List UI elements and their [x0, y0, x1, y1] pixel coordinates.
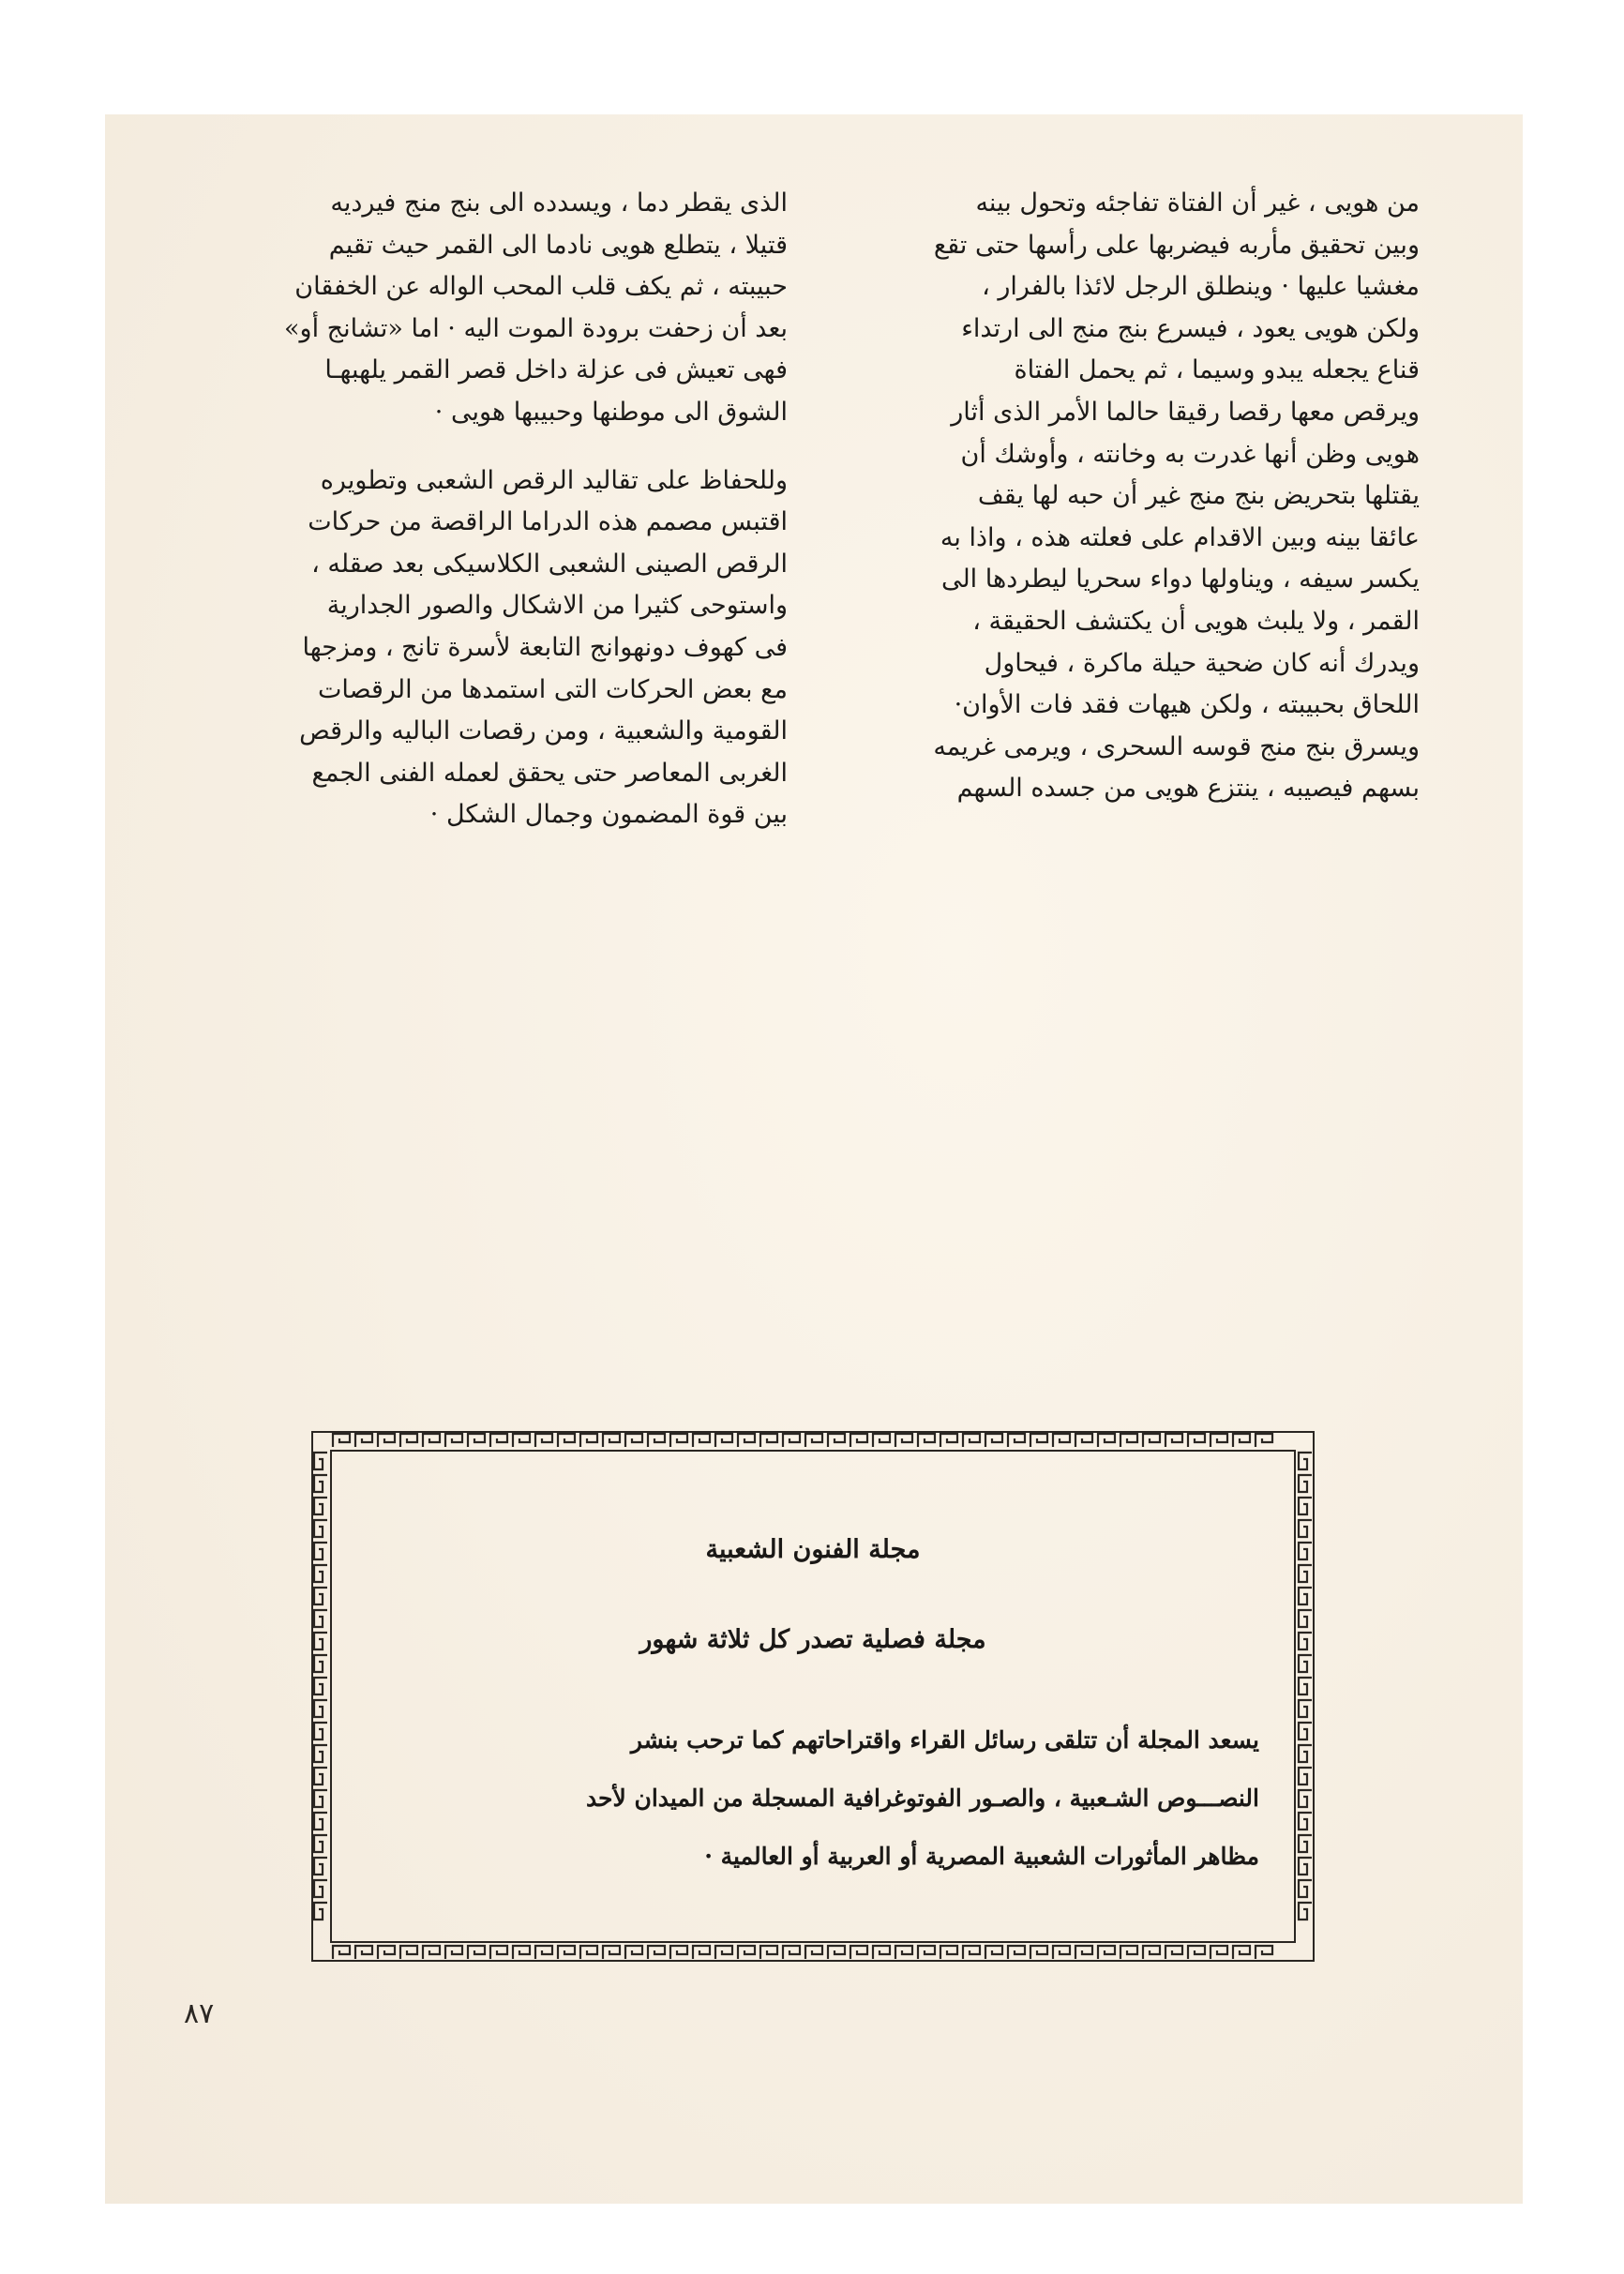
notice-box-content: [367, 1430, 1259, 1963]
text-line: بين قوة المضمون وجمال الشكل ·: [429, 800, 788, 830]
text-line: حبيبته ، ثم يكف قلب المحب الواله عن الخفقان: [294, 272, 788, 302]
text-line: ولكن هويى يعود ، فيسرع بنج منج الى ارتداء: [961, 313, 1420, 343]
article-left-column: [188, 183, 788, 836]
text-line: واستوحى كثيرا من الاشكال والصور الجدارية: [326, 591, 788, 621]
magazine-page: [105, 114, 1523, 2204]
text-line: اقتبس مصمم هذه الدراما الراقصة من حركات: [308, 507, 788, 537]
notice-body-line: النصـــوص الشـعبية ، والصـور الفوتوغرافية المسجلة من الميدان لأحد: [585, 1785, 1259, 1812]
notice-subtitle: مجلة فصلية تصدر كل ثلاثة شهور: [639, 1625, 986, 1654]
text-line: ويرقص معها رقصا رقيقا حالما الأمر الذى أثار: [951, 397, 1420, 427]
text-line: اللحاق بحبيبته ، ولكن هيهات فقد فات الأوان·: [954, 690, 1420, 720]
text-line: هويى وظن أنها غدرت به وخانته ، وأوشك أن: [960, 439, 1420, 469]
text-line: من هويى ، غير أن الفتاة تفاجئه وتحول بينه: [975, 188, 1420, 218]
text-line: بعد أن زحفت برودة الموت اليه · اما «تشانج أو»: [284, 313, 788, 343]
notice-box: [310, 1430, 1316, 1963]
text-line: ويدرك أنه كان ضحية حيلة ماكرة ، فيحاول: [984, 648, 1420, 678]
text-line: بسهم فيصيبه ، ينتزع هويى من جسده السهم: [956, 774, 1420, 804]
text-line: مع بعض الحركات التى استمدها من الرقصات: [317, 674, 788, 704]
text-line: الشوق الى موطنها وحبيبها هويى ·: [434, 397, 788, 427]
text-line: القومية والشعبية ، ومن رقصات الباليه والرقص: [299, 716, 788, 746]
notice-body: [367, 1711, 1259, 1886]
article-paragraph: [933, 183, 1420, 810]
text-line: فهى تعيش فى عزلة داخل قصر القمر يلهبهـا: [324, 355, 788, 385]
article-paragraph: [188, 183, 788, 434]
text-line: ويسرق بنج منج قوسه السحرى ، ويرمى غريمه: [933, 731, 1420, 761]
text-line: الغربى المعاصر حتى يحقق لعمله الفنى الجمع: [311, 758, 788, 788]
text-line: يكسر سيفه ، ويناولها دواء سحريا ليطردها الى: [940, 565, 1420, 595]
text-line: مغشيا عليها · وينطلق الرجل لائذا بالفرار ،: [982, 272, 1420, 302]
article-paragraph: [188, 460, 788, 836]
text-line: وبين تحقيق مأربه فيضربها على رأسها حتى تقع: [933, 230, 1420, 260]
text-line: عائقا بينه وبين الاقدام على فعلته هذه ، واذا به: [940, 522, 1420, 552]
notice-body-line: يسعد المجلة أن تتلقى رسائل القراء واقتراحاتهم كما ترحب بنشر: [630, 1726, 1259, 1754]
text-line: قتيلا ، يتطلع هويى نادما الى القمر حيث تقيم: [328, 230, 788, 260]
text-line: الرقص الصينى الشعبى الكلاسيكى بعد صقله ،: [311, 549, 788, 579]
text-line: الذى يقطر دما ، ويسدده الى بنج منج فيرديه: [330, 188, 788, 218]
text-line: فى كهوف دونهوانج التابعة لأسرة تانج ، ومزجها: [302, 632, 788, 662]
text-line: قناع يجعله يبدو وسيما ، ثم يحمل الفتاة: [1014, 355, 1420, 385]
text-line: وللحفاظ على تقاليد الرقص الشعبى وتطويره: [320, 465, 788, 495]
page-number: ٨٧: [184, 1997, 215, 2030]
notice-title: مجلة الفنون الشعبية: [705, 1535, 921, 1564]
notice-body-line: مظاهر المأثورات الشعبية المصرية أو العربية أو العالمية ·: [704, 1843, 1259, 1870]
article-right-column: [933, 183, 1420, 810]
text-line: القمر ، ولا يلبث هويى أن يكتشف الحقيقة ،: [972, 606, 1420, 636]
text-line: يقتلها بتحريض بنج منج غير أن حبه لها يقف: [977, 481, 1420, 511]
